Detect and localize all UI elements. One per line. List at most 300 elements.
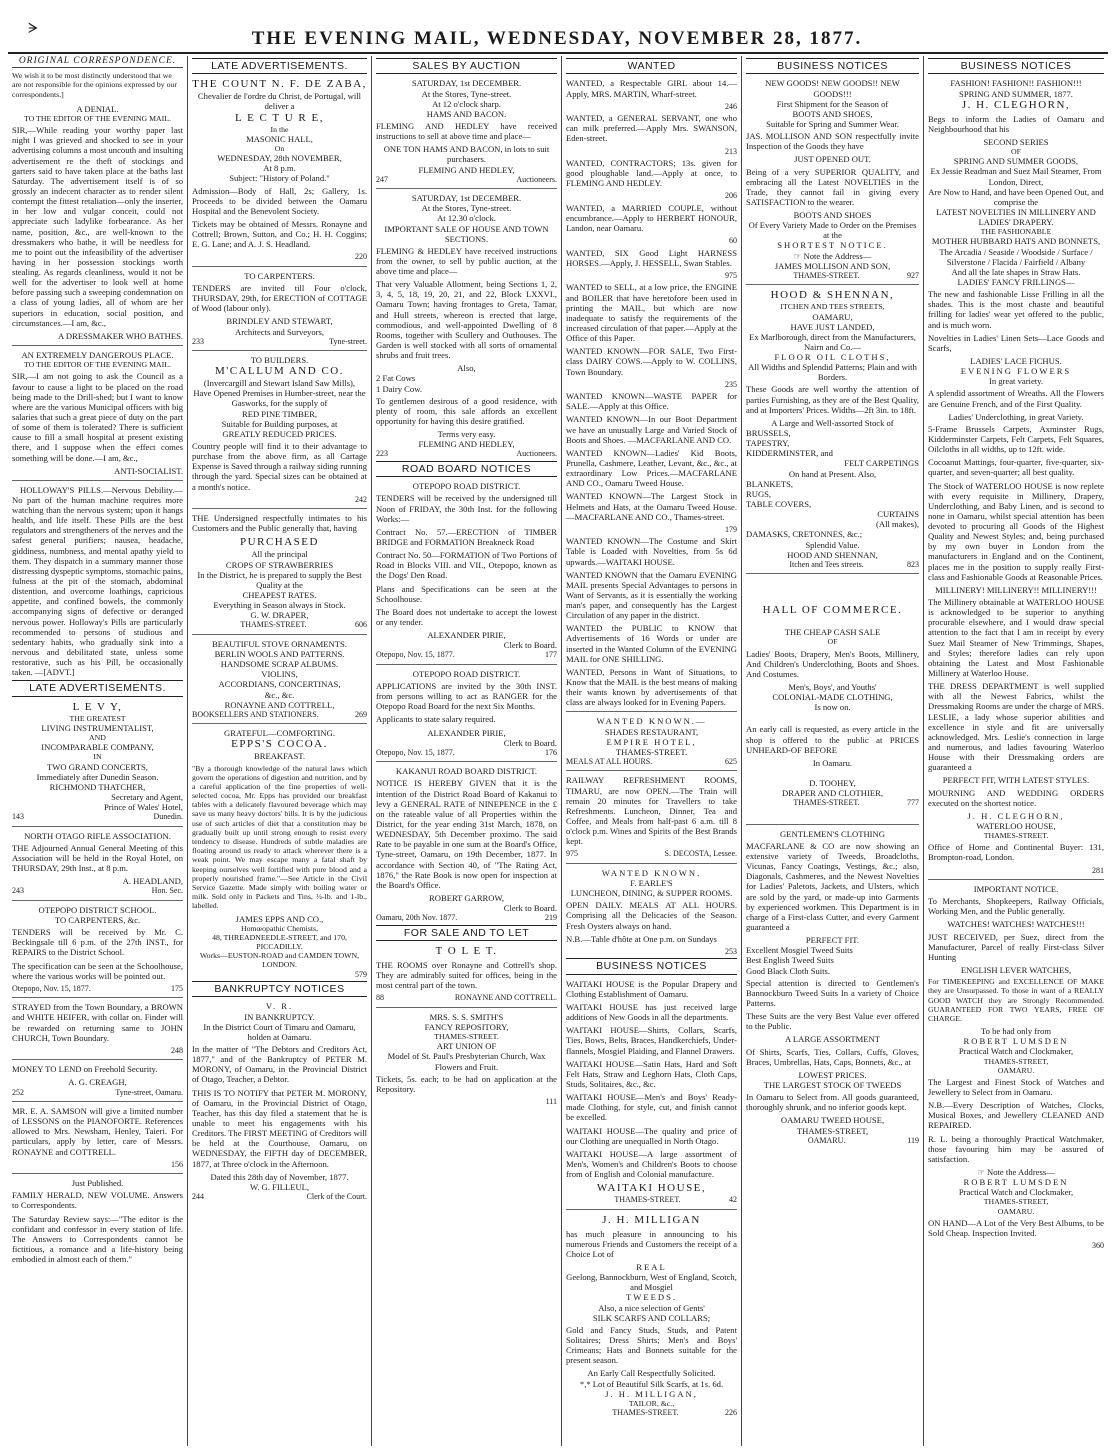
lecture-line: In the bbox=[270, 124, 289, 134]
waitaki-address: THAMES-STREET. bbox=[614, 1195, 681, 1205]
hall-line: OF bbox=[827, 637, 838, 647]
notice-date: Otepopo, Nov. 15, 1877. bbox=[376, 650, 455, 660]
hood-shennan-line: KIDDERMINSTER, and bbox=[746, 448, 833, 459]
clothing-line: LOWEST PRICES. bbox=[798, 1069, 867, 1080]
mcallum-line: Suitable for Building purposes, at bbox=[221, 418, 338, 429]
notice-title: OTEPOPO ROAD DISTRICT. bbox=[412, 668, 521, 679]
draper-line: In the District, he is prepared to supply the Best Quality at the bbox=[197, 569, 362, 590]
earle-line: WANTED KNOWN. bbox=[601, 867, 702, 878]
wanted-advert: WANTED, a GENERAL SERVANT, one who can milk preferred.—Apply Mrs. SWANSON, Eden-street. bbox=[566, 113, 737, 144]
hood-shennan-line: Ex Marlborough, direct from the Manufacturers, Nairn and Co.— bbox=[749, 331, 916, 352]
advert-number: 226 bbox=[724, 1408, 737, 1418]
clothing-line: Excellent Mosgiel Tweed Suits bbox=[746, 945, 853, 956]
mcallum-name: M'CALLUM AND CO. bbox=[215, 365, 344, 378]
advert-number: 269 bbox=[355, 709, 367, 719]
notice-signature: BRINDLEY AND STEWART, bbox=[226, 316, 333, 327]
advert-number: 88 bbox=[376, 993, 384, 1003]
fashion-body: The new and fashionable Lisse Frilling in all the shades. This is the most chaste and beautiful frilling for ladies' wear yet offered to the public, and is much worn. bbox=[928, 289, 1104, 330]
letter-body: SIR,—I am not going to ask the Council as a favour to cause a light to be placed on the road being made to the Drill-shed; but I want to know where are the various Municipal officers with big salaries that such a great piece of duty on the part of some of them is tolerated? There is sufficient cause to fill a small hospital at present existing there, and I suppose when the effect comes something will be done.—I am, &c., bbox=[12, 371, 183, 463]
draper-line: Everything in Season always in Stock. bbox=[213, 600, 346, 611]
notice-body: THE Adjourned Annual General Meeting of this Association will be held in the Royal Hotel, on THURSDAY, 29th Inst., at 8 p.m. bbox=[12, 842, 183, 874]
sale-role: Auctioneers. bbox=[516, 449, 557, 459]
watches-body: ON HAND—A Lot of the Very Best Albums, to be Sold Cheap. Inspection Invited. bbox=[928, 1217, 1104, 1238]
wanted-advert: WANTED, Persons in Want of Situations, to Know that the MAIL is the best means of making their wants known by advertisements of that class are always looked for in Evening Papers. bbox=[566, 666, 737, 708]
to-let-body: THE ROOMS over Ronayne and Cottrell's shop. They are admirably suited for offices, being in the most central part of the town. bbox=[376, 959, 557, 991]
clothing-body: These Suits are the very Best Value ever offered to the Public. bbox=[746, 1011, 919, 1032]
watches-line: Practical Watch and Clockmaker, bbox=[958, 1046, 1074, 1057]
watches-body: JUST RECEIVED, per Suez, direct from the Manufacturer, Parcel of really First-class Silver Hunting bbox=[928, 931, 1104, 962]
bankruptcy-line: Dated this 28th day of November, 1877. bbox=[210, 1171, 349, 1182]
wanted-advert: WANTED KNOWN that the Oamaru EVENING MAIL presents Special Advantages to persons in Want of Servants, as it is essentially the working man's paper, and consequently has the Largest Circulation of any paper in the district. bbox=[566, 569, 737, 621]
sale-place: At the Stores, Tyne-street. bbox=[421, 88, 512, 99]
shades-line: THAMES-STREET. bbox=[615, 746, 688, 757]
sale-terms: Terms very easy. bbox=[437, 429, 496, 440]
letter-title: AN EXTREMELY DANGEROUS PLACE. bbox=[21, 350, 174, 361]
hood-shennan-line: RUGS, bbox=[746, 488, 772, 499]
money-address: Tyne-street, Oamaru. bbox=[115, 1087, 183, 1097]
hood-shennan-address: Itchen and Tees streets. bbox=[789, 559, 864, 569]
wanted-advert: WANTED KNOWN—FOR SALE, Two First-class DAIRY COWS.—Apply to W. COLLINS, Town Boundary. bbox=[566, 346, 737, 377]
hall-line: Is now on. bbox=[814, 702, 851, 713]
fashion-line: SECOND SERIES bbox=[983, 136, 1049, 147]
stove-line: &c., &c. bbox=[264, 689, 295, 700]
advert-number: 213 bbox=[725, 146, 737, 156]
hood-shennan-line: DAMASKS, CRETONNES, &c.; bbox=[746, 529, 863, 540]
corner-mark: ᗒ bbox=[28, 22, 39, 37]
milligan-address: THAMES-STREET. bbox=[612, 1408, 679, 1418]
bankruptcy-body: In the matter of "The Debtors and Creditors Act, 1877," and of the Bankruptcy of PETER M. MORONY, of Oamaru, in the Provincial District of Otago, Teacher, a Debtor. bbox=[192, 1043, 367, 1085]
fashion-line: Are Now to Hand, and have been Opened Out, and comprise the bbox=[928, 186, 1104, 207]
sale-line: Also, bbox=[457, 363, 476, 374]
section-header: LATE ADVERTISEMENTS. bbox=[192, 58, 367, 74]
hood-shennan-name: HOOD & SHENNAN, bbox=[770, 289, 895, 302]
clothing-line: Good Black Cloth Suits. bbox=[746, 965, 831, 976]
notice-date: Otepopo, Nov. 15, 1877. bbox=[12, 983, 91, 993]
earle-line: LUNCHEON, DINING, & SUPPER ROOMS. bbox=[570, 888, 733, 899]
levy-line: TWO GRAND CONCERTS, bbox=[47, 761, 148, 772]
fashion-body: The Millinery obtainable at WATERLOO HOUSE is acknowledged to be superior to anything procurable elsewhere, and I would draw special attention to the fact that I am in receipt by every Suez Mail Steamer of New Trimmings, Shapes, and Styles; therefore ladies can rely upon obtaining the Latest and Most Fashionable Millinery at Waterloo House. bbox=[928, 597, 1104, 679]
wanted-advert: WANTED KNOWN—WASTE PAPER for SALE.—Apply at this Office. bbox=[566, 391, 737, 412]
notice-title: OTEPOPO ROAD DISTRICT. bbox=[412, 481, 521, 492]
draper-line: All the principal bbox=[251, 549, 308, 560]
fashion-body: Begs to inform the Ladies of Oamaru and Neighbourhood that his bbox=[928, 113, 1104, 134]
to-let-title: T O L E T. bbox=[435, 945, 498, 958]
wanted-advert: WANTED, a Respectable GIRL about 14.—Apply, MRS. MARTIN, Wharf-street. bbox=[566, 78, 737, 99]
mollison-line: BOOTS AND SHOES bbox=[793, 210, 872, 221]
milligan-body: has much pleasure in announcing to his numerous Friends and Customers the receipt of a Choice Lot of bbox=[566, 1228, 737, 1259]
clothing-address: OAMARU. bbox=[807, 1135, 846, 1145]
earle-body: OPEN DAILY. MEALS AT ALL HOURS. Comprising all the Delicacies of the Season. Fresh Oysters always on hand. bbox=[566, 900, 737, 931]
milligan-line: Geelong, Bannockburn, West of England, Scotch, and Mosgiel bbox=[566, 1272, 737, 1293]
sale-body: To gentlemen desirous of a good residence, with plenty of room, this sale affords an excellent opportunity for having this desire gratified. bbox=[376, 395, 557, 427]
advert-number: 244 bbox=[192, 1191, 204, 1201]
advert-number: 823 bbox=[907, 559, 919, 569]
notice-role: Architects and Surveyors, bbox=[234, 326, 325, 337]
waitaki-advert: WAITAKI HOUSE—A large assortment of Men's, Women's and Children's Boots to choose from of English and Colonial manufacture. bbox=[566, 1148, 737, 1180]
fashion-line: MOTHER HUBBARD HATS AND BONNETS, bbox=[931, 236, 1101, 247]
shades-line: EMPIRE HOTEL, bbox=[606, 736, 697, 747]
wanted-advert: WANTED the PUBLIC to KNOW that Advertisements of 16 Words or under are inserted in the Wanted Column of the EVENING MAIL for ONE SHILLING. bbox=[566, 623, 737, 664]
notice-signature: A. HEADLAND, bbox=[122, 876, 183, 887]
column-business-notices-2 bbox=[924, 56, 1108, 1446]
stove-line: ACCORDIANS, CONCERTINAS, bbox=[218, 679, 341, 690]
epps-line: BREAKFAST. bbox=[253, 751, 305, 762]
family-herald-body: The Saturday Review says:—"The editor is the confidant and confessor in every station of life. The Answers to Correspondents cannot be fictitious, a romance and a life-history being embodied in almost each of them." bbox=[12, 1213, 183, 1265]
advert-number: 247 bbox=[376, 174, 388, 184]
epps-line: 48, THREADNEEDLE-STREET, and 170, PICCADILLY. bbox=[212, 932, 347, 952]
letter-addressee: TO THE EDITOR OF THE EVENING MAIL. bbox=[24, 360, 171, 370]
sale-time: At 12.30 o'clock. bbox=[437, 213, 496, 224]
milligan-line: Also, a nice selection of Gents' bbox=[598, 1302, 705, 1313]
notice-date: Oamaru, 20th Nov. 1877. bbox=[376, 913, 458, 923]
masthead bbox=[0, 0, 1114, 52]
watches-line: OAMARU. bbox=[997, 1206, 1035, 1216]
advert-number: 111 bbox=[545, 1097, 557, 1107]
waitaki-advert: WAITAKI HOUSE—The quality and price of our Clothing are unequalled in North Otago. bbox=[566, 1125, 737, 1146]
hood-shennan-line: Splendid Value. bbox=[805, 539, 860, 550]
draper-line: G. W. DRAPER, bbox=[250, 610, 309, 621]
wanted-advert: WANTED KNOWN—The Largest Stock in Helmets and Hats, at the Oamaru Tweed House.—MACFARLANE AND CO., Thames-street. bbox=[566, 491, 737, 522]
sale-lot: 1 Dairy Cow. bbox=[376, 383, 422, 394]
section-header: BUSINESS NOTICES bbox=[746, 58, 919, 74]
wanted-advert: WANTED KNOWN—In our Boot Department we have an unusually Large and Varied Stock of Boots and Shoes. —MACFARLANE AND CO. bbox=[566, 414, 737, 445]
levy-line: Secretary and Agent, bbox=[111, 792, 183, 803]
advert-number: 248 bbox=[171, 1045, 183, 1055]
watches-body: R. L. being a thoroughly Practical Watchmaker, those favouring him may be assured of satisfaction. bbox=[928, 1133, 1104, 1164]
notice-body: TENDERS are invited till Four o'clock, THURSDAY, 29th, for ERECTION of COTTAGE of Wood (labour only). bbox=[192, 282, 367, 314]
advert-number: 777 bbox=[906, 798, 919, 808]
lecture-line: WEDNESDAY, 28th NOVEMBER, bbox=[217, 153, 342, 164]
clothing-body: MACFARLANE & CO are now showing an extensive variety of Tweeds, Broadcloths, Vicunas, Fancy Coatings, Vestings, &c.; also, Diagonals, Cashmeres, and the Newest Novelties for Ladies' Paletots, Jackets, and Ulsters, which are sold by the yard, or made-up into Garments by experienced workmen. This Department is in charge of a First-class Cutter, and every Garment guaranteed a bbox=[746, 840, 919, 932]
mollison-body: Being of a very SUPERIOR QUALITY, and embracing all the Latest NOVELTIES in the Trade, they cannot fail in giving every SATISFACTION to the wearer. bbox=[746, 166, 919, 207]
notice-body: NOTICE IS HEREBY GIVEN that it is the intention of the District Road Board of Kakanui to levy a GENERAL RATE of NINEPENCE in the £ on the rateable value of all Properties within the District, for the year ending 31st March, 1878, on WEDNESDAY, 5th December proximo. The said Rate to be payable in one sum at the Board's Office, Tyne-street, Oamaru, on 19th December, 1877. In accordance with Section 40, of "The Rating Act, 1876," the Rate Book is now open for inspection at the Board's Office. bbox=[376, 778, 557, 890]
notice-role: Clerk to Board. bbox=[503, 903, 557, 914]
advert-number: 975 bbox=[725, 270, 737, 280]
fashion-line: In great variety. bbox=[988, 376, 1044, 387]
hall-line: In Oamaru. bbox=[812, 757, 853, 768]
railway-advert: RAILWAY REFRESHMENT ROOMS, TIMARU, are now OPEN.—The Train will remain 20 minutes for Travellers to take Refreshments. Luncheon, Dinner, Tea and Coffee, and Meals from half-past 6 a.m. till 8 o'clock p.m. Wines and Spirits of the Best Brands kept. bbox=[566, 775, 737, 847]
hood-shennan-line: OAMARU, bbox=[812, 311, 853, 322]
watches-line: THAMES-STREET, bbox=[983, 1056, 1049, 1066]
watches-body: The Largest and Finest Stock of Watches and Jewellery to Select from in Oamaru. bbox=[928, 1076, 1104, 1098]
lecture-line: Subject: "History of Poland." bbox=[229, 173, 330, 184]
holloway-advert: HOLLOWAY'S PILLS.—Nervous Debility.—No part of the human machine requires more watching than the nervous system; upon it hangs health, and life itself. These Pills are the best regulators and strengtheners of the nerves and the safest general purifiers; nausea, headache, giddiness, numbness, and mental apathy yield to them. They dispatch in a summary manner those distressing dyspeptic symptoms, stomachic pains, fulness at the pit of the stomach, abdominal distention, and overcome loathings, capricious appetite, and confined bowels, the commonly accompanying signs of defective or deranged nervous power. Holloway's Pills are particularly recommended to persons of studious and sedentary habits, who gradually sink into a nervous and debilitated state, unless some restorative, such as his Pill, be occasionally taken. —[ADVT.] bbox=[12, 484, 183, 678]
draper-address: THAMES-STREET. bbox=[240, 620, 307, 630]
levy-line: INCOMPARABLE COMPANY, bbox=[41, 742, 154, 753]
section-header: BANKRUPTCY NOTICES bbox=[192, 981, 367, 997]
sale-date: SATURDAY, 1st DECEMBER. bbox=[411, 78, 522, 89]
earle-line: F. EARLE'S bbox=[630, 878, 673, 889]
letter-addressee: TO THE EDITOR OF THE EVENING MAIL. bbox=[24, 113, 171, 123]
levy-line: RICHMOND THATCHER, bbox=[49, 781, 146, 792]
notice-body: The specification can be seen at the Schoolhouse, where the various works will be pointed out. bbox=[12, 960, 183, 981]
epps-line: Homœopathic Chemists, bbox=[240, 923, 319, 933]
advert-number: 235 bbox=[725, 379, 737, 389]
stove-line: BOOKSELLERS AND STATIONERS. bbox=[192, 709, 319, 719]
page-columns bbox=[8, 56, 1108, 1446]
lecture-line: MASONIC HALL, bbox=[246, 133, 313, 144]
notice-role: Hon. Sec. bbox=[151, 886, 183, 896]
mollison-body: JAS. MOLLISON AND SON respectfully invite Inspection of the Goods they have bbox=[746, 131, 919, 152]
fashion-line: PERFECT FIT, WITH LATEST STYLES. bbox=[942, 775, 1090, 786]
notice-body: TENDERS will be received by Mr. C. Beckingsale till 6 p.m. of the 27th INST., for REPAIRS to the District School. bbox=[12, 927, 183, 958]
notice-body: Applicants to state salary required. bbox=[376, 714, 496, 725]
fashion-line: LADIES' LACE FICHUS. bbox=[970, 355, 1062, 366]
lecture-body: Admission—Body of Hall, 2s; Gallery, 1s. Proceeds to be divided between the Oamaru Hospital and the Benevolent Society. bbox=[192, 185, 367, 216]
draper-line: PURCHASED bbox=[240, 536, 319, 549]
smith-line: ART UNION OF bbox=[436, 1041, 497, 1052]
fashion-body: Novelties in Ladies' Linen Sets—Lace Goods and Scarfs, bbox=[928, 332, 1104, 353]
fashion-body: MOURNING AND WEDDING ORDERS executed on the shortest notice. bbox=[928, 787, 1104, 808]
notice-title: TO CARPENTERS. bbox=[244, 270, 315, 281]
hall-of-commerce-name: HALL OF COMMERCE. bbox=[762, 604, 903, 617]
advert-number: 625 bbox=[725, 757, 737, 767]
fashion-body: The Stock of WATERLOO HOUSE is now replete with every requisite in Millinery, Drapery, Underclothing, and Baby Linen, and is second to none in Oamaru, whilst special attention has been devoted to procuring all Goods of the Highest Quality and Newest Styles; and, being purchased by my own buyer in London from the manufacturers in England and on the Continent, places me in the position to supply really First-class and Fashionable Goods at Reasonable Prices. bbox=[928, 480, 1104, 582]
fashion-body: Cocoanut Mattings, four-quarter, five-quarter, six-quarter, and seven-quarter; all best quality. bbox=[928, 457, 1104, 478]
sale-body: FLEMING AND HEDLEY have received instructions to sell at above time and place— bbox=[376, 120, 557, 142]
milligan-line: An Early Call Respectfully Solicited. bbox=[587, 1368, 716, 1379]
stove-line: BEAUTIFUL STOVE ORNAMENTS. bbox=[212, 638, 347, 649]
sale-body: That very Valuable Allotment, being Sections 1, 2, 3, 4, 5, 18, 19, 20, 21, and 22, Block LXXVI., Oamaru Town; having frontages to Greta, Tamar, and Hull streets, whereon is erected that large, commodious, and well-appointed Dwelling of 8 Rooms, together with Scullery and Outhouses. The Garden is well stocked with all sorts of ornamental shrubs and fruit trees. bbox=[376, 279, 557, 361]
waitaki-advert: WAITAKI HOUSE is the Popular Drapery and Clothing Establishment of Oamaru. bbox=[566, 978, 737, 999]
watches-line: ☞ Note the Address— bbox=[977, 1167, 1055, 1178]
watches-line: ENGLISH LEVER WATCHES, bbox=[960, 965, 1072, 976]
bankruptcy-role: Clerk of the Court. bbox=[306, 1191, 367, 1201]
bankruptcy-body: THIS IS TO NOTIFY that PETER M. MORONY, of Oamaru, in the Provincial District of Otago, Teacher, has this day filed a statement that he is unable to meet his engagements with his Creditors. The FIRST MEETING of Creditors will be held at the Courthouse, Oamaru, on WEDNESDAY, the FIFTH day of DECEMBER, 1877, at Three o'clock in the Afternoon. bbox=[192, 1087, 367, 1169]
sale-signature: FLEMING AND HEDLEY, bbox=[418, 164, 515, 175]
notice-title: TO BUILDERS. bbox=[250, 355, 309, 366]
waitaki-advert: WAITAKI HOUSE—Satin Hats, Hard and Soft Felt Hats, Straw and Leghorn Hats, Cloth Caps, Studs, Solitaires, &c., &c. bbox=[566, 1058, 737, 1089]
fashion-line: MILLINERY! MILLINERY!! MILLINERY!!! bbox=[935, 584, 1097, 595]
bankruptcy-line: In the District Court of Timaru and Oamaru, holden at Oamaru. bbox=[203, 1021, 356, 1042]
levy-place: Dunedin. bbox=[153, 812, 183, 822]
advert-number: 606 bbox=[354, 620, 367, 630]
sale-time: At 12 o'clock sharp. bbox=[432, 98, 501, 109]
milligan-line: J. H. MILLIGAN, bbox=[605, 1388, 698, 1399]
hood-shennan-line: CURTAINS bbox=[877, 509, 919, 520]
sale-place: At the Stores, Tyne-street. bbox=[421, 203, 512, 214]
new-goods-line: BOOTS AND SHOES, bbox=[792, 108, 873, 119]
smith-line: Model of St. Paul's Presbyterian Church, Wax Flowers and Fruit. bbox=[387, 1051, 546, 1072]
hood-shennan-line: BRUSSELS, bbox=[746, 428, 791, 439]
new-goods-line: Suitable for Spring and Summer Wear. bbox=[766, 118, 899, 129]
notice-title: NORTH OTAGO RIFLE ASSOCIATION. bbox=[24, 830, 171, 841]
hood-shennan-line: FLOOR OIL CLOTHS, bbox=[774, 352, 891, 363]
epps-name: EPPS'S COCOA. bbox=[231, 738, 328, 751]
to-let-signature: RONAYNE AND COTTRELL. bbox=[454, 993, 557, 1003]
clothing-line: PERFECT FIT. bbox=[805, 935, 860, 946]
sale-lot: ONE TON HAMS AND BACON, in lots to suit purchasers. bbox=[383, 144, 550, 165]
bankruptcy-line: V. R. bbox=[265, 1001, 294, 1012]
advert-number: 220 bbox=[355, 252, 367, 262]
milligan-name: J. H. MILLIGAN bbox=[602, 1213, 701, 1226]
watches-line: THAMES-STREET, bbox=[983, 1197, 1049, 1207]
levy-line: LIVING INSTRUMENTALIST, bbox=[41, 722, 154, 733]
draper-line: CHEAPEST RATES. bbox=[242, 590, 317, 600]
notice-title: KAKANUI ROAD BOARD DISTRICT. bbox=[395, 766, 538, 777]
sale-body: FLEMING & HEDLEY have received instructions from the owner, to sell by public auction, at the above time and place— bbox=[376, 245, 557, 277]
bankruptcy-line: IN BANKRUPTCY. bbox=[244, 1011, 315, 1022]
new-goods-line: NEW GOODS! NEW GOODS!! NEW GOODS!!! bbox=[765, 78, 900, 99]
hall-line: Men's, Boys', and Youths' bbox=[788, 682, 877, 693]
clothing-line: Best English Tweed Suits bbox=[746, 955, 834, 966]
epps-line: JAMES EPPS AND CO., bbox=[235, 913, 324, 924]
section-header: FOR SALE AND TO LET bbox=[376, 925, 557, 941]
hood-shennan-line: HOOD AND SHENNAN, bbox=[787, 549, 878, 560]
notice-body: TENDERS will be received by the undersigned till Noon of FRIDAY, the 30th Inst. for the following Works:— bbox=[376, 493, 557, 524]
lecture-line: On bbox=[274, 143, 285, 153]
smith-body: Tickets, 5s. each; to be had on application at the Repository. bbox=[376, 1073, 557, 1094]
newspaper-title: THE EVENING MAIL, WEDNESDAY, NOVEMBER 28, 1877. bbox=[251, 28, 863, 49]
levy-line: Immediately after Dunedin Season. bbox=[36, 771, 159, 782]
watches-line: WATCHES! WATCHES! WATCHES!!! bbox=[947, 919, 1085, 930]
notice-role: Clerk to Board. bbox=[503, 737, 557, 748]
notice-body: APPLICATIONS are invited by the 30th INST. from persons willing to act as RANGER for the Otepopo Road Board for the next Six Months. bbox=[376, 680, 557, 712]
notice-role: Clerk to Board. bbox=[503, 640, 557, 651]
clothing-body: Of Shirts, Scarfs, Ties, Collars, Cuffs, Gloves, Braces, Umbrellas, Hats, Caps, Bonnets, &c., at bbox=[746, 1046, 919, 1067]
advert-number: 219 bbox=[545, 913, 557, 923]
notice-title: OTEPOPO DISTRICT SCHOOL. bbox=[38, 904, 157, 915]
notice-body: The Board does not undertake to accept the lowest or any tender. bbox=[376, 606, 557, 627]
shades-line: WANTED KNOWN.— bbox=[596, 716, 707, 727]
hood-shennan-line: FELT CARPETINGS bbox=[844, 458, 919, 469]
column-late-advertisements bbox=[188, 56, 372, 1446]
wanted-advert: WANTED to SELL, at a low price, the ENGINE and BOILER that have heretofore been used in printing the MAIL, but which are now inadequate to satisfy the requirements of the increased circulation of that paper.—Apply at the Office of this Paper. bbox=[566, 282, 737, 344]
column-wanted bbox=[562, 56, 742, 1446]
hood-shennan-line: All Widths and Splendid Patterns; Plain and with Borders. bbox=[748, 362, 917, 383]
letter-title: A DENIAL. bbox=[76, 103, 119, 114]
mcallum-line: (Invercargill and Stewart Island Saw Mills), bbox=[203, 378, 356, 389]
advert-number: 975 bbox=[566, 849, 578, 859]
advert-number: 119 bbox=[907, 1135, 919, 1145]
fashion-line: Ex Jessie Readman and Suez Mail Steamer, From London, Direct, bbox=[930, 166, 1102, 187]
section-header: LATE ADVERTISEMENTS. bbox=[12, 680, 183, 696]
money-advert: MONEY TO LEND on Freehold Security. bbox=[12, 1064, 158, 1075]
clothing-line: A LARGE ASSORTMENT bbox=[785, 1034, 880, 1045]
family-herald-advert: FAMILY HERALD, NEW VOLUME. Answers to Correspondents. bbox=[12, 1190, 183, 1211]
fashion-line: SPRING AND SUMMER, 1877. bbox=[959, 88, 1073, 99]
watches-body: N.B.—Every Description of Watches, Clocks, Musical Boxes, and Jewellery CLEANED AND REPAIRED. bbox=[928, 1100, 1104, 1131]
mollison-line: JUST OPENED OUT. bbox=[794, 154, 871, 165]
hall-line: COLONIAL-MADE CLOTHING, bbox=[772, 692, 893, 703]
fashion-line: SPRING AND SUMMER GOODS, bbox=[953, 156, 1079, 167]
advert-number: 242 bbox=[355, 494, 367, 504]
hall-address: THAMES-STREET. bbox=[793, 798, 860, 808]
waitaki-advert: WAITAKI HOUSE has just received large additions of New Goods in all the departments. bbox=[566, 1001, 737, 1023]
clothing-line: OAMARU TWEED HOUSE, bbox=[780, 1115, 885, 1126]
advert-number: 42 bbox=[728, 1195, 737, 1205]
fashion-line: And all the late shapes in Straw Hats. bbox=[951, 266, 1081, 277]
sale-role: Auctioneers. bbox=[516, 174, 557, 184]
notice-signature: ALEXANDER PIRIE, bbox=[427, 630, 506, 641]
advert-number: 281 bbox=[1092, 865, 1104, 875]
section-header: SALES BY AUCTION bbox=[376, 58, 557, 74]
milligan-line: TWEEDS. bbox=[626, 1292, 677, 1303]
levy-line: AND bbox=[89, 733, 106, 743]
hood-shennan-line: On hand at Present. Also, bbox=[788, 468, 877, 479]
advert-number: 243 bbox=[12, 886, 24, 896]
hall-line: D. TOOHEY, bbox=[809, 778, 856, 789]
clothing-line: THAMES-STREET, bbox=[796, 1125, 869, 1136]
epps-body: "By a thorough knowledge of the natural laws which govern the operations of digestion and nutrition, and by a careful application of the fine properties of well-selected cocoa, Mr. Epps has provided our breakfast tables with a delicately flavoured beverage which may save us many heavy doctors' bills. It is by the judicious use of such articles of diet that a constitution may be gradually built up until strong enough to resist every tendency to disease. Hundreds of subtle maladies are floating around us ready to attack wherever there is a weak point. We may escape many a fatal shaft by keeping ourselves well fortified with pure blood and a properly nourished frame."—See Article in the Civil Service Gazette. Made simply with boiling water or milk. Sold only in Packets and Tins, ½-lb. and 1-lb., labelled. bbox=[192, 763, 367, 911]
fashion-body: 5-Frame Brussels Carpets, Axminster Rugs, Kidderminster Carpets, Felt Carpets, Felt Squares, Oilcloths in all widths, up to 12ft. wide. bbox=[928, 423, 1104, 455]
family-herald-label: Just Published. bbox=[71, 1178, 124, 1189]
hood-shennan-line: HAVE JUST LANDED, bbox=[790, 321, 875, 332]
fashion-line: EVENING FLOWERS bbox=[960, 366, 1072, 377]
important-notice-body: To Merchants, Shopkeepers, Railway Officials, Working Men, and the Public generally. bbox=[928, 896, 1104, 917]
advert-number: 206 bbox=[725, 191, 737, 201]
lecture-line: At 8 p.m. bbox=[263, 163, 296, 174]
strayed-advert: STRAYED from the Town Boundary, a BROWN and WHITE HEIFER, with collar on. Finder will be rewarded on returning same to JOHN CHURCH, Town Boundary. bbox=[12, 1002, 183, 1043]
hall-line: THE CHEAP CASH SALE bbox=[784, 627, 881, 638]
advert-number: 253 bbox=[725, 946, 737, 956]
earle-body: N.B.—Table d'hôte at One p.m. on Sundays bbox=[566, 933, 717, 944]
fashion-line: LATEST NOVELTIES IN MILLINERY AND LADIES' DRAPERY. bbox=[936, 206, 1096, 228]
mollison-line: SHORTEST NOTICE. bbox=[777, 240, 888, 251]
fashion-line: The Arcadia / Seaside / Woodside / Surface / Silverstone / Flacida / Fairfield / Albany bbox=[939, 246, 1093, 267]
advert-number: 177 bbox=[545, 650, 557, 660]
letter-signature: ANTI-SOCIALIST. bbox=[114, 465, 183, 476]
advert-number: 246 bbox=[725, 101, 737, 111]
notice-signature: ROBERT GARROW, bbox=[429, 892, 504, 903]
stove-line: HANDSOME SCRAP ALBUMS. bbox=[220, 659, 339, 670]
levy-name: L E V Y, bbox=[72, 700, 123, 713]
advert-number: 176 bbox=[545, 747, 557, 757]
letter-signature: A DRESSMAKER WHO BATHES. bbox=[58, 330, 183, 341]
hood-shennan-line: TABLE COVERS, bbox=[746, 499, 812, 510]
notice-body: Contract No. 50—FORMATION of Two Portions of Road in Blocks VIII. and VII., Otepopo, known as the Dogs' Den Road. bbox=[376, 550, 557, 581]
mcallum-line: GREATLY REDUCED PRICES. bbox=[222, 428, 337, 439]
fashion-line: OF bbox=[1011, 147, 1021, 157]
draper-line: CROPS OF STRAWBERRIES bbox=[225, 559, 334, 570]
fashion-line: LADIES' FANCY FRILLINGS— bbox=[957, 276, 1075, 287]
bankruptcy-line: W. G. FILLEUL, bbox=[249, 1181, 310, 1192]
hall-line: DRAPER AND CLOTHIER, bbox=[782, 788, 883, 799]
clothing-body: Special attention is directed to Gentlemen's Bannockburn Tweed Suits In a variety of Choice Patterns. bbox=[746, 977, 919, 1008]
section-header: WANTED bbox=[566, 58, 737, 74]
advert-number: 156 bbox=[171, 1159, 183, 1169]
masthead-rule bbox=[8, 52, 1108, 54]
notice-body: Contract No. 57.—ERECTION of TIMBER BRIDGE and FORMATION Breakneck Road bbox=[376, 526, 557, 547]
levy-line: Prince of Wales' Hotel, bbox=[104, 802, 183, 813]
shades-line: SHADES RESTAURANT, bbox=[604, 726, 699, 737]
fashion-line: THAMES-STREET. bbox=[983, 831, 1049, 841]
advert-number: 927 bbox=[906, 270, 919, 280]
mcallum-line: Have Opened Premises in Humber-street, near the Gasworks, for the supply of bbox=[193, 388, 366, 409]
mcallum-line: RED PINE TIMBER, bbox=[241, 408, 318, 419]
hood-shennan-line: ITCHEN AND TEES STREETS, bbox=[780, 302, 885, 312]
lecture-line: THE COUNT N. F. DE ZABA, bbox=[192, 78, 367, 91]
advert-number: 179 bbox=[725, 524, 737, 534]
draper-body: THE Undersigned respectfully intimates to his Customers and the Public generally that, having bbox=[192, 513, 367, 534]
waitaki-name: WAITAKI HOUSE, bbox=[596, 1182, 707, 1195]
lecture-line: Chevalier de l'ordre du Christ, de Portugal, will deliver a bbox=[197, 91, 362, 112]
wanted-advert: WANTED, a MARRIED COUPLE, without encumbrance.—Apply to HERBERT HONOUR, Landon, near Oamaru. bbox=[566, 202, 737, 234]
lecture-line: L E C T U R E, bbox=[235, 111, 324, 124]
fashion-line: WATERLOO HOUSE, bbox=[976, 821, 1056, 831]
clothing-body: In Oamaru to Select from. All goods guaranteed, thoroughly shrunk, and no inferior goods kept. bbox=[746, 1092, 919, 1113]
section-header: BUSINESS NOTICES bbox=[928, 58, 1104, 74]
fashion-line: THE FASHIONABLE bbox=[980, 227, 1052, 237]
cleghorn-name: J. H. CLEGHORN, bbox=[961, 98, 1071, 111]
watches-line: OAMARU. bbox=[997, 1065, 1035, 1075]
milligan-line: TAILOR, &c., bbox=[628, 1398, 675, 1408]
clothing-line: THE LARGEST STOCK OF TWEEDS bbox=[763, 1079, 902, 1090]
hood-shennan-body: These Goods are well worthy the attention of parties Furnishing, as they are of the Best Quality, and at Importers' Prices. Widths—2ft 3in. to 18ft. bbox=[746, 384, 919, 415]
notice-date: Otepopo, Nov. 15, 1877. bbox=[376, 747, 455, 757]
hood-shennan-line: A Large and Well-assorted Stock of bbox=[771, 417, 894, 428]
mollison-line: Of Every Variety Made to Order on the Premises at the bbox=[748, 220, 917, 241]
